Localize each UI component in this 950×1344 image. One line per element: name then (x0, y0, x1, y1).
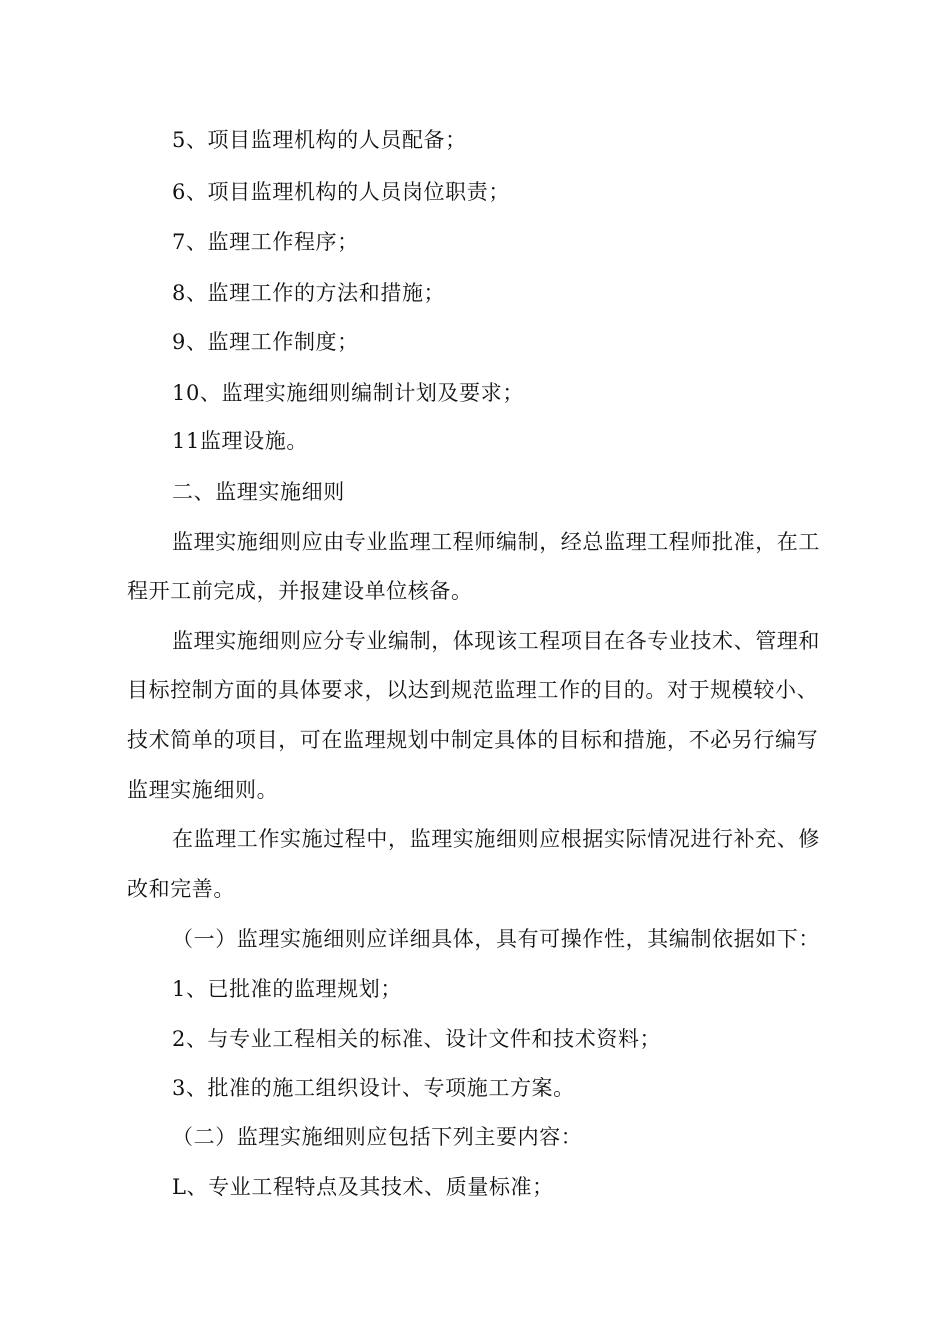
paragraph-3-line-2: 改和完善。 (127, 877, 235, 901)
paragraph-3-line-1: 在监理工作实施过程中，监理实施细则应根据实际情况进行补充、修 (172, 827, 820, 851)
section-heading: 二、监理实施细则 (172, 480, 345, 504)
paragraph-2-line-3: 技术简单的项目，可在监理规划中制定具体的目标和措施，不必另行编写 (127, 728, 819, 752)
basis-item-2: 2、与专业工程相关的标准、设计文件和技术资料； (172, 1027, 662, 1051)
list-item-6: 6、项目监理机构的人员岗位职责； (172, 180, 510, 204)
list-item-10: 10、监理实施细则编制计划及要求； (172, 381, 524, 405)
subsection-heading-1: （一）监理实施细则应详细具体，具有可操作性，其编制依据如下： (172, 927, 820, 951)
paragraph-1-line-2: 程开工前完成，并报建设单位核备。 (127, 579, 473, 603)
list-item-7: 7、监理工作程序； (172, 230, 359, 254)
list-item-9: 9、监理工作制度； (172, 330, 359, 354)
list-item-5: 5、项目监理机构的人员配备； (172, 128, 467, 152)
paragraph-2-line-1: 监理实施细则应分专业编制，体现该工程项目在各专业技术、管理和 (172, 629, 820, 653)
basis-item-3: 3、批准的施工组织设计、专项施工方案。 (172, 1076, 575, 1100)
paragraph-1-line-1: 监理实施细则应由专业监理工程师编制，经总监理工程师批准，在工 (172, 530, 820, 554)
list-item-8: 8、监理工作的方法和措施； (172, 281, 446, 305)
content-item-1: L、专业工程特点及其技术、质量标准； (172, 1175, 554, 1199)
paragraph-2-line-4: 监理实施细则。 (127, 778, 279, 802)
basis-item-1: 1、已批准的监理规划； (172, 977, 402, 1001)
paragraph-2-line-2: 目标控制方面的具体要求，以达到规范监理工作的目的。对于规模较小、 (127, 678, 819, 702)
subsection-heading-2: （二）监理实施细则应包括下列主要内容： (172, 1125, 583, 1149)
list-item-11: 11监理设施。 (172, 429, 308, 453)
